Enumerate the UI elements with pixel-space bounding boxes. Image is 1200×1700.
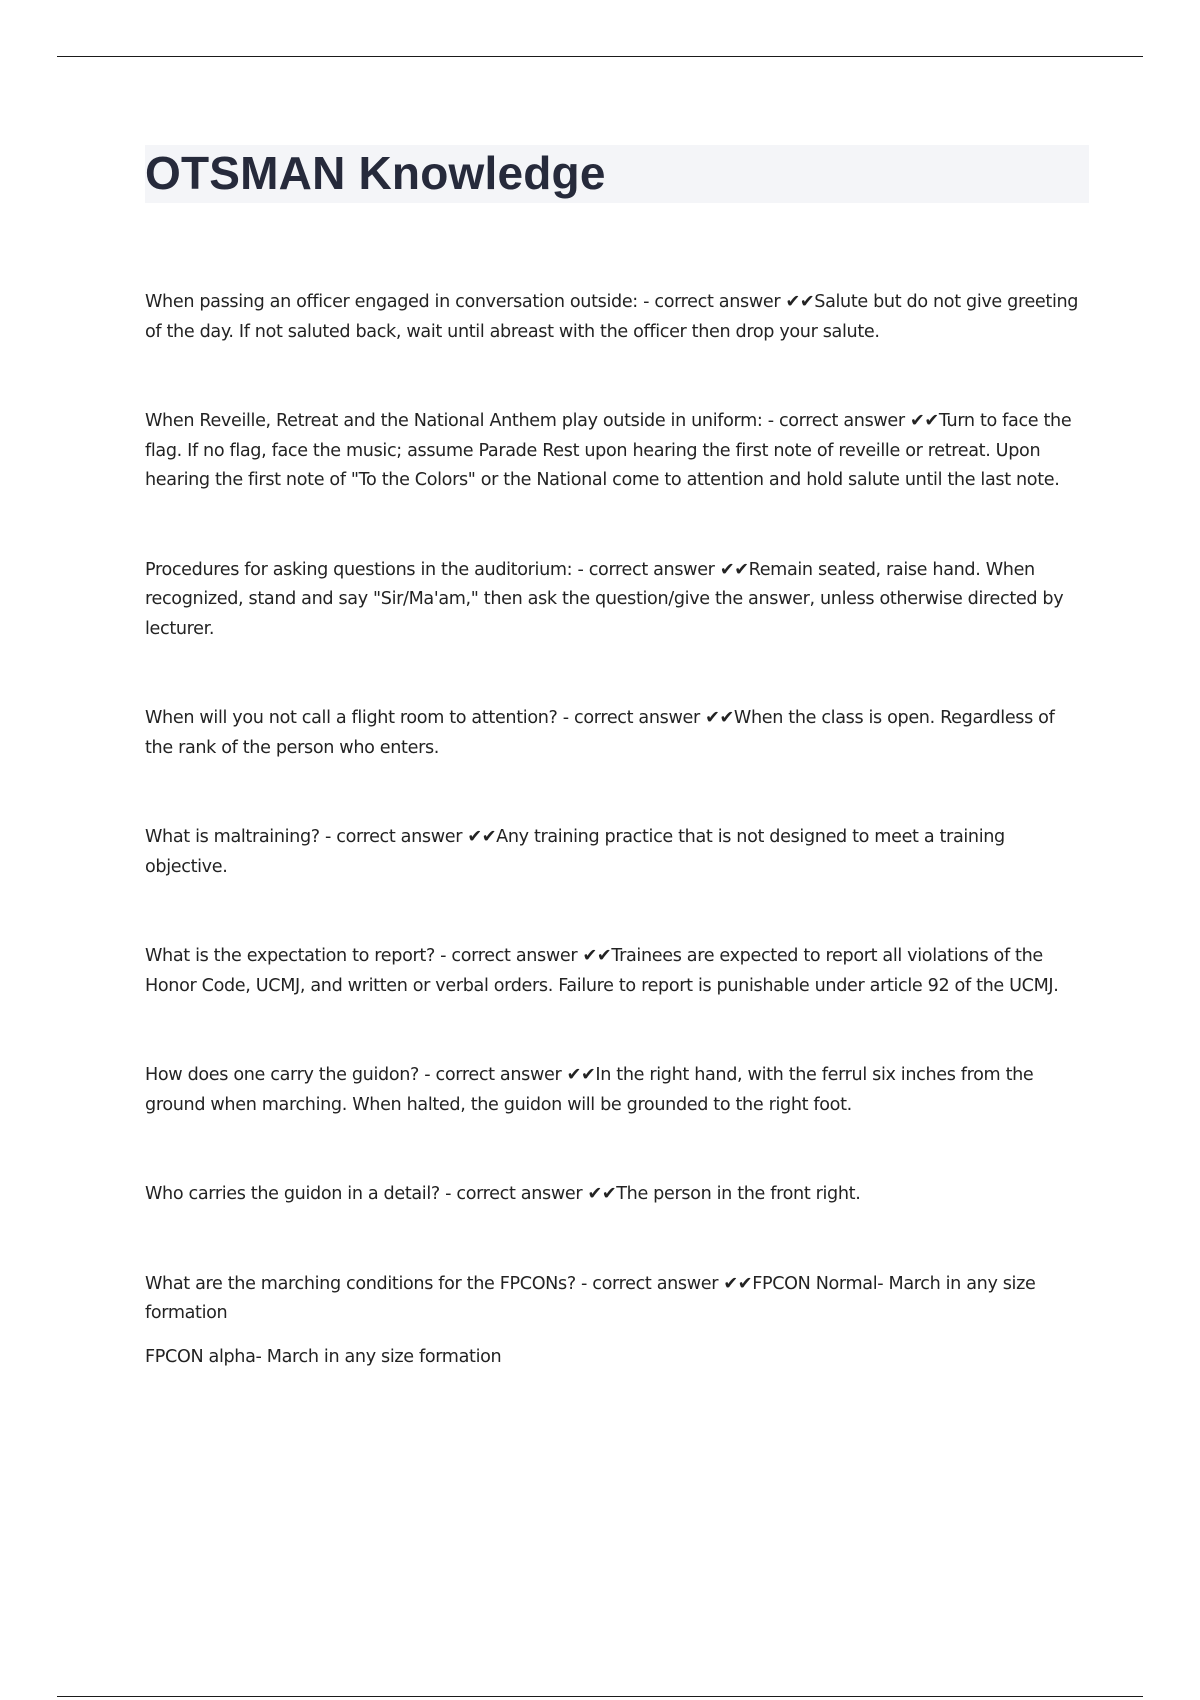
answer-text: Trainees are expected to report all violations of the Honor Code, UCMJ, and written or verbal orders. Failure to report is punishable under article 92 of the UCMJ.	[145, 946, 1059, 996]
page-title: OTSMAN Knowledge	[145, 147, 606, 199]
qa-entry	[145, 1180, 1085, 1210]
answer-label: correct answer	[592, 1273, 719, 1294]
qa-entry	[145, 823, 1085, 882]
check-mark-icon: ✔✔	[705, 708, 734, 728]
separator: -	[557, 708, 575, 728]
question-text: Procedures for asking questions in the auditorium:	[145, 559, 573, 580]
qa-entry	[145, 407, 1085, 496]
answer-label: correct answer	[456, 1184, 583, 1204]
separator: -	[762, 411, 779, 431]
question-text: When Reveille, Retreat and the National Anthem play outside in uniform:	[145, 411, 763, 431]
answer-text: Salute but do not give greeting of the day. If not saluted back, wait until abreast with the officer then drop your salute.	[145, 292, 1079, 342]
qa-entry	[145, 704, 1085, 763]
question-text: When will you not call a flight room to attention?	[145, 708, 558, 728]
qa-entry	[145, 556, 1085, 645]
answer-label: correct answer	[435, 1065, 562, 1085]
question-text: What is the expectation to report?	[145, 946, 435, 966]
separator: -	[319, 827, 337, 847]
answer-label: correct answer	[588, 559, 715, 580]
check-mark-icon: ✔✔	[587, 1184, 617, 1204]
separator: -	[637, 292, 655, 312]
question-text: Who carries the guidon in a detail?	[145, 1184, 440, 1204]
document-body	[145, 288, 1085, 1432]
separator: -	[434, 946, 452, 966]
answer-label: correct answer	[451, 946, 578, 966]
check-mark-icon: ✔✔	[910, 411, 939, 431]
answer-text: In the right hand, with the ferrul six inches from the ground when marching. When halted, the guidon will be grounded to the right foot.	[145, 1065, 1034, 1115]
check-mark-icon: ✔✔	[582, 946, 612, 966]
separator: -	[419, 1065, 436, 1085]
answer-label: correct answer	[574, 708, 700, 728]
answer-text: Remain seated, raise hand. When recognized, stand and say "Sir/Ma'am," then ask the question/give the answer, unless otherwise directed by lecturer.	[145, 559, 1064, 639]
qa-entry	[145, 942, 1085, 1001]
question-text: When passing an officer engaged in conversation outside:	[145, 292, 638, 312]
answer-text: FPCON Normal- March in any size formation	[145, 1273, 1036, 1323]
qa-entry	[145, 1270, 1085, 1329]
question-text: What is maltraining?	[145, 827, 320, 847]
bottom-rule	[57, 1696, 1143, 1697]
separator: -	[439, 1184, 457, 1204]
answer-text: When the class is open. Regardless of the rank of the person who enters.	[145, 708, 1055, 758]
answer-label: correct answer	[778, 411, 905, 431]
separator: -	[572, 559, 589, 580]
top-rule	[57, 56, 1143, 57]
answer-label: correct answer	[336, 827, 463, 847]
separator: -	[575, 1273, 593, 1294]
check-mark-icon: ✔✔	[723, 1273, 753, 1294]
check-mark-icon: ✔✔	[566, 1065, 596, 1085]
qa-entry	[145, 288, 1085, 347]
qa-entry	[145, 1061, 1085, 1120]
answer-text: Turn to face the flag. If no flag, face the music; assume Parade Rest upon hearing the first note of reveille or retreat. Upon hearing the first note of "To the Colors" or the National come to attention and hold salute until the last note.	[145, 411, 1072, 490]
answer-text: Any training practice that is not designed to meet a training objective.	[145, 827, 1005, 877]
check-mark-icon: ✔✔	[467, 827, 497, 847]
check-mark-icon: ✔✔	[719, 559, 749, 580]
continuation-paragraph: FPCON alpha- March in any size formation	[145, 1346, 502, 1367]
answer-text: The person in the front right.	[616, 1184, 861, 1204]
question-text: How does one carry the guidon?	[145, 1065, 420, 1085]
answer-label: correct answer	[654, 292, 781, 312]
question-text: What are the marching conditions for the FPCONs?	[145, 1273, 576, 1294]
check-mark-icon: ✔✔	[785, 292, 815, 312]
